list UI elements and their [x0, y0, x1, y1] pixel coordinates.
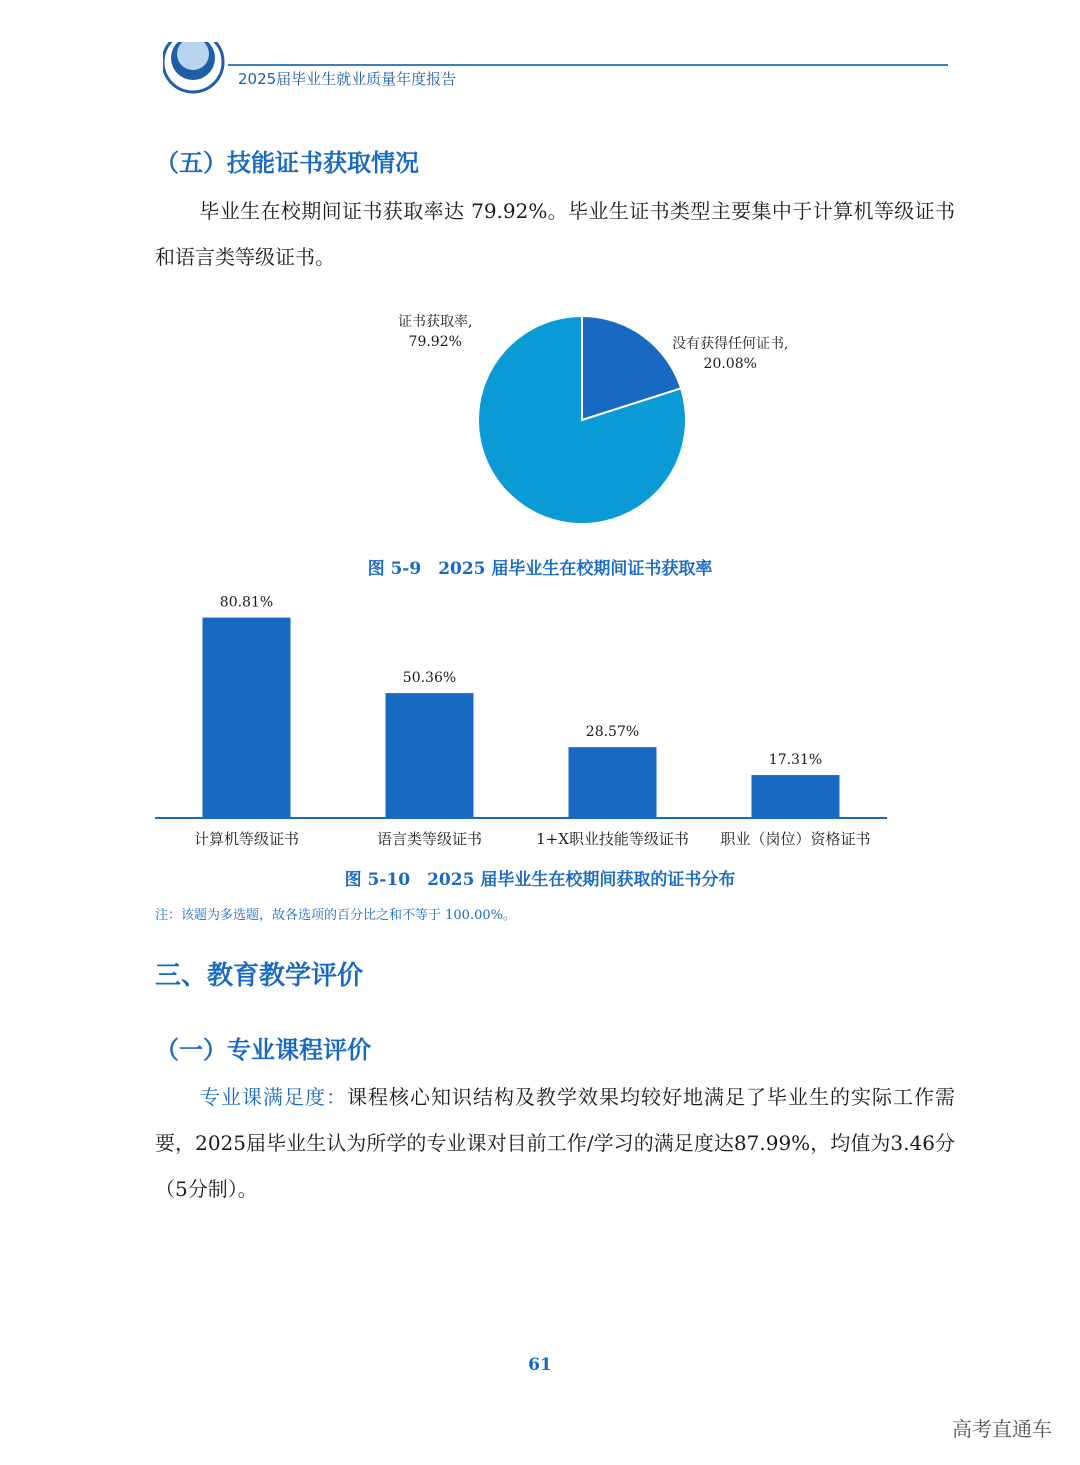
bar-category-label-1: 语言类等级证书 [376, 830, 483, 848]
bar-value-label-3: 17.31% [768, 752, 823, 769]
bar-category-label-2: 1+X职业技能等级证书 [536, 830, 689, 848]
section-edu-title: 三、教育教学评价 [155, 961, 364, 991]
section-course-paragraph: 专业课满足度：课程核心知识结构及教学效果均较好地满足了毕业生的实际工作需要，2025届毕业生认为所学的专业课对目前工作/学习的满足度达87.99%，均值为3.46分（5分制）。 [155, 1085, 955, 1201]
bar-1 [386, 693, 474, 818]
bar-chart-cert-distribution [150, 585, 895, 855]
bar-3 [752, 775, 840, 818]
header-title: 2025届毕业生就业质量年度报告 [238, 70, 457, 88]
bar-value-label-1: 50.36% [402, 670, 457, 687]
bar-value-label-0: 80.81% [219, 594, 274, 611]
bar-value-label-2: 28.57% [585, 724, 640, 741]
watermark-text: 高考直通车 [952, 1417, 1052, 1441]
bar-category-label-0: 计算机等级证书 [193, 830, 300, 848]
page-number: 61 [528, 1355, 552, 1375]
pie-chart-cert-rate [470, 308, 695, 533]
figure-5-10-caption: 图 5-10 2025 届毕业生在校期间获取的证书分布 [344, 870, 736, 890]
header-rule [228, 64, 948, 66]
course-lead-label: 专业课满足度： [199, 1085, 347, 1109]
bar-category-label-3: 职业（岗位）资格证书 [720, 830, 871, 848]
section-course-title: （一）专业课程评价 [155, 1036, 371, 1064]
bar-0 [203, 618, 291, 818]
pie-label-obtained: 证书获取率, 79.92% [398, 314, 473, 350]
figure-5-9-caption: 图 5-9 2025 届毕业生在校期间证书获取率 [367, 559, 713, 579]
report-logo-icon [163, 42, 231, 98]
bar-2 [569, 747, 657, 818]
chart-note: 注：该题为多选题，故各选项的百分比之和不等于 100.00%。 [155, 908, 516, 923]
section-cert-title: （五）技能证书获取情况 [155, 149, 419, 177]
pie-label-none: 没有获得任何证书, 20.08% [672, 336, 789, 372]
section-cert-paragraph: 毕业生在校期间证书获取率达 79.92%。毕业生证书类型主要集中于计算机等级证书和语言类等级证书。 [155, 199, 955, 269]
